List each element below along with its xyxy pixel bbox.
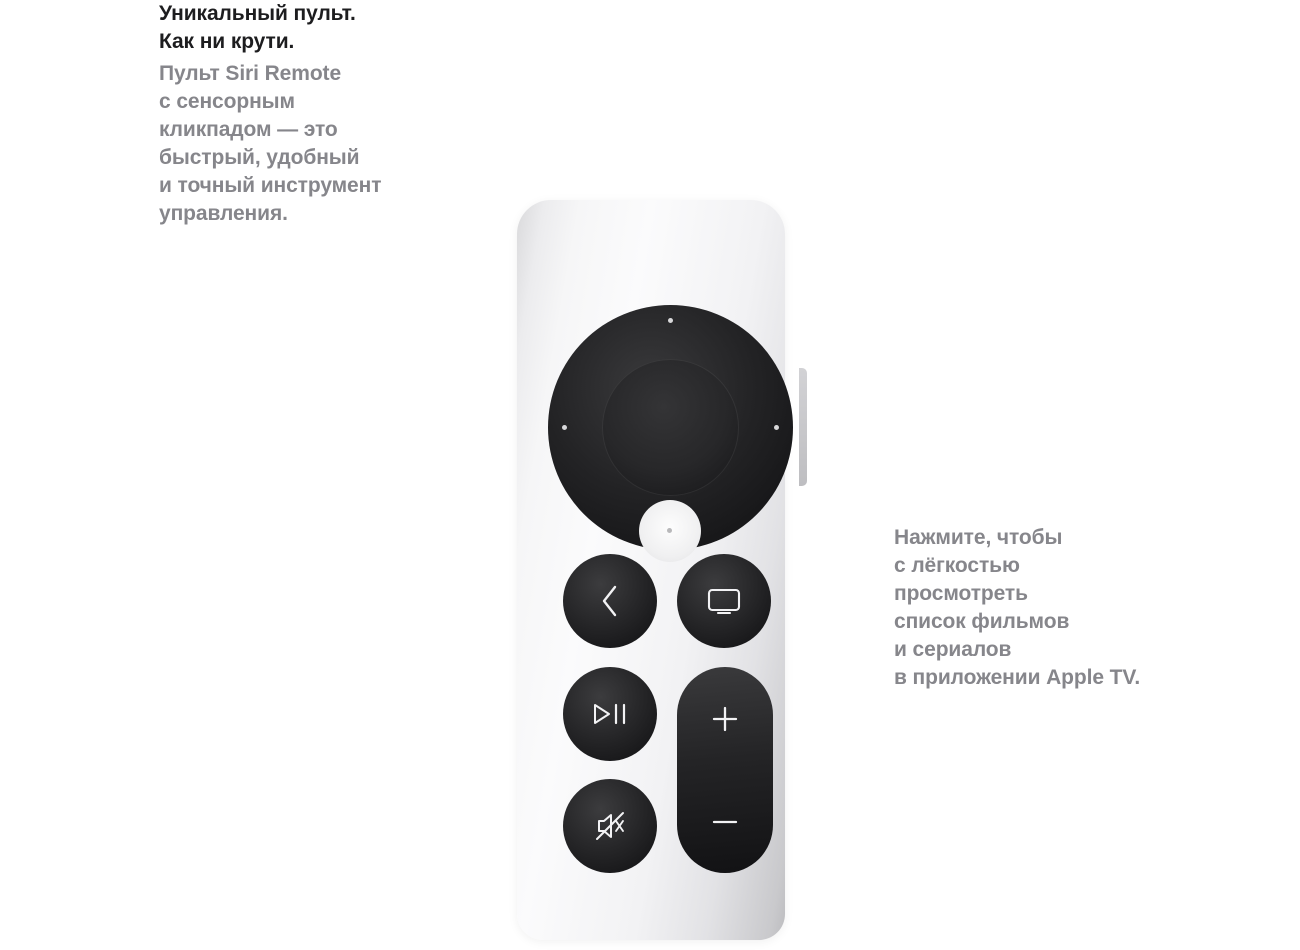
right-caption-line-6: в приложении Apple TV. [894, 666, 1141, 689]
right-caption-block [894, 524, 1194, 692]
subcopy-line-3: кликпадом — это [159, 118, 338, 141]
right-caption-line-2: с лёгкостью [894, 554, 1020, 577]
subcopy-line-4: быстрый, удобный [159, 146, 360, 169]
remote-body [517, 200, 785, 940]
clickpad-up-dot-icon [668, 318, 673, 323]
volume-rocker[interactable] [677, 667, 773, 873]
tv-button[interactable] [677, 554, 771, 648]
chevron-left-icon [595, 583, 625, 619]
subcopy-line-5: и точный инструмент [159, 174, 382, 197]
mute-button[interactable] [563, 779, 657, 873]
subcopy-line-1: Пульт Siri Remote [159, 62, 342, 85]
plus-icon [709, 703, 741, 735]
right-caption-line-3: просмотреть [894, 582, 1028, 605]
right-caption-line-4: список фильмов [894, 610, 1070, 633]
clickpad-down-dot-icon [667, 528, 672, 533]
clickpad-center-button[interactable] [602, 359, 739, 496]
clickpad-right-dot-icon [774, 425, 779, 430]
subcopy-line-6: управления. [159, 202, 288, 225]
play-pause-button[interactable] [563, 667, 657, 761]
left-copy-block [159, 0, 419, 228]
subcopy-line-2: с сенсорным [159, 90, 295, 113]
right-caption-line-5: и сериалов [894, 638, 1012, 661]
volume-up-button[interactable] [677, 667, 773, 770]
minus-icon [709, 806, 741, 838]
volume-down-button[interactable] [677, 770, 773, 873]
headline-line-2: Как ни крути. [159, 30, 295, 53]
page-title [159, 0, 419, 56]
play-pause-icon [589, 701, 631, 727]
tv-screen-icon [706, 586, 742, 616]
mute-speaker-icon [593, 810, 627, 842]
back-button[interactable] [563, 554, 657, 648]
side-button[interactable] [799, 368, 807, 486]
subheadline-text [159, 60, 419, 228]
clickpad-left-dot-icon [562, 425, 567, 430]
right-caption-line-1: Нажмите, чтобы [894, 526, 1063, 549]
clickpad-down-highlight[interactable] [639, 500, 701, 562]
headline-line-1: Уникальный пульт. [159, 2, 356, 25]
siri-remote-illustration [500, 190, 820, 950]
